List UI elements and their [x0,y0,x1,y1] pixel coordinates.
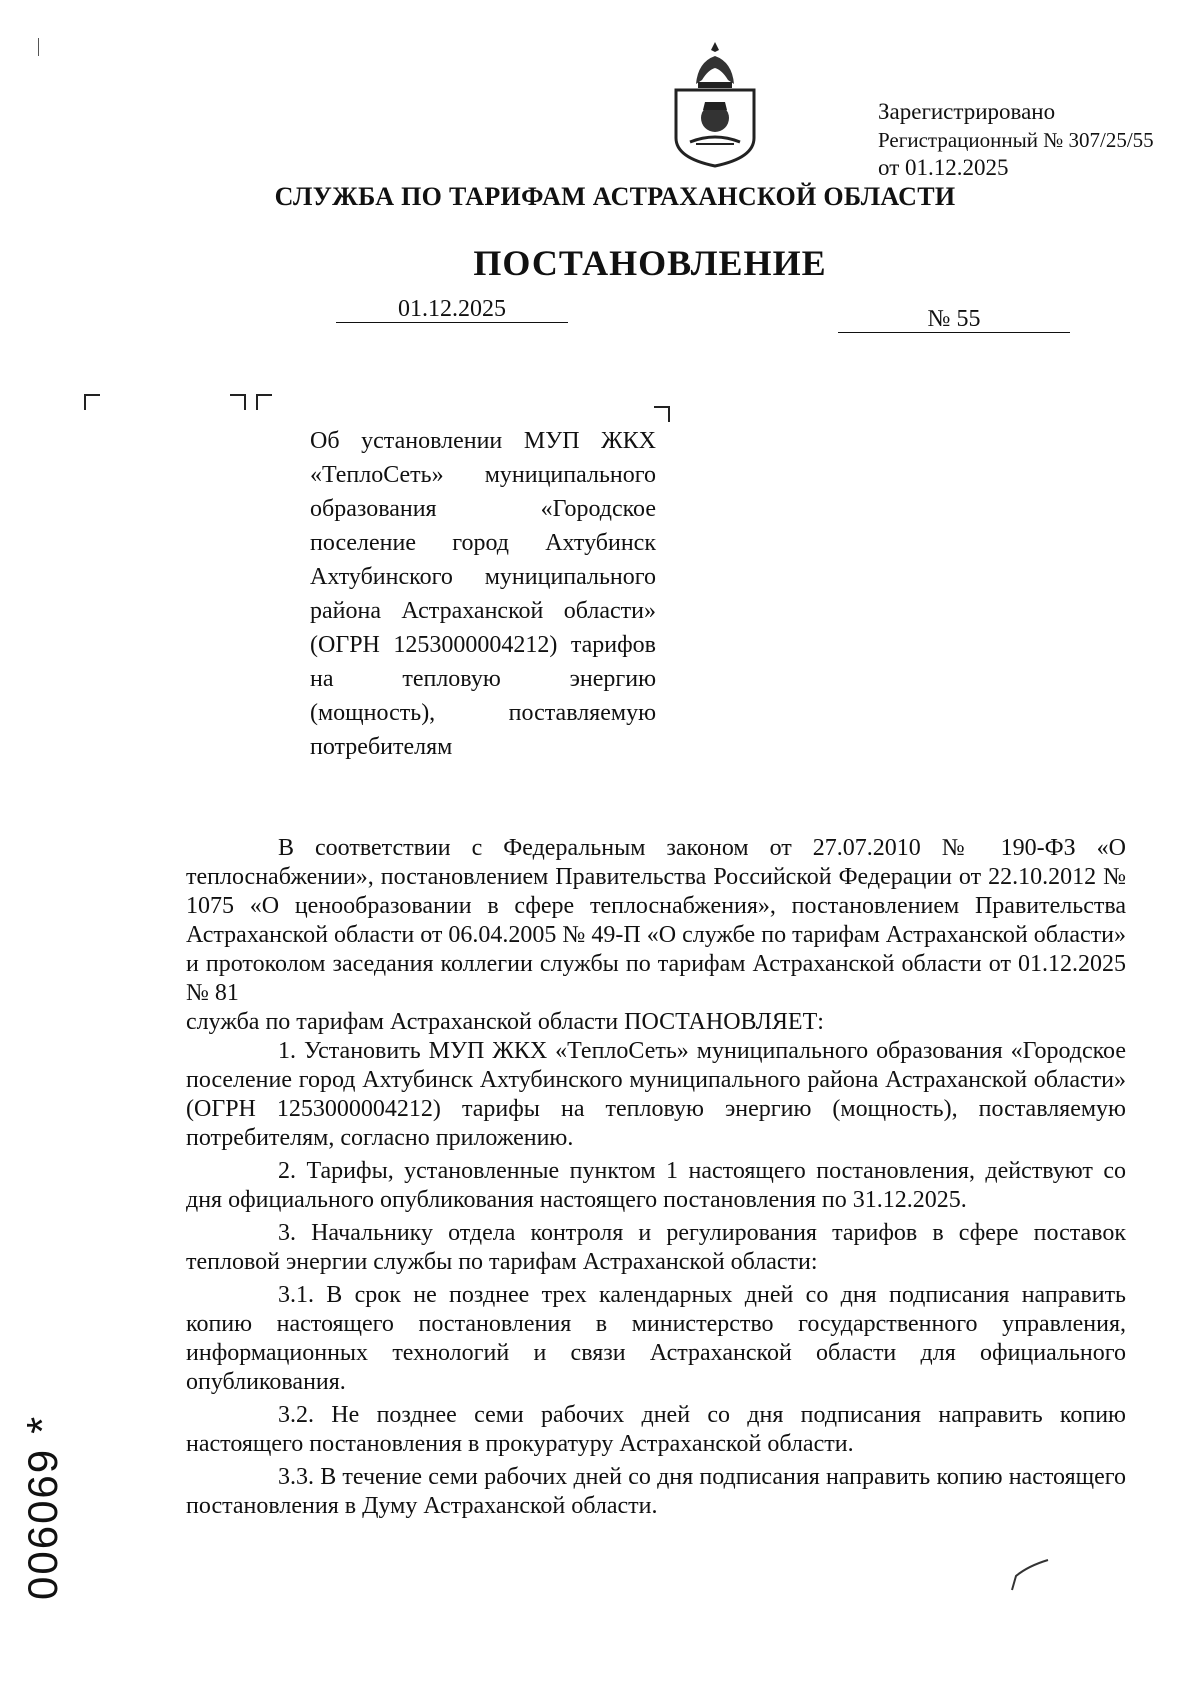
pen-mark-icon [1008,1556,1050,1592]
corner-mark [256,394,272,410]
registration-stamp [878,98,1154,182]
preamble: В соответствии с Федеральным законом от 27.07.2010 № 190-ФЗ «О теплоснабжении», постановлением Правительства Российской Федерации от 22.10.2012 № 1075 «О ценообразовании в сфере теплоснабжения», постановлением Правительства Астраханской области от 06.04.2005 № 49-П «О службе по тарифам Астраханской области» и протоколом заседания коллегии службы по тарифам Астраханской области от 01.12.2025 № 81 [186,835,1126,1006]
document-date: 01.12.2025 [336,296,568,323]
registration-number: Регистрационный № 307/25/55 [878,128,1154,152]
corner-mark [654,406,670,422]
corner-mark [230,394,246,410]
document-number: № 55 [838,306,1070,333]
document-subject: Об установлении МУП ЖКХ «ТеплоСеть» муниципального образования «Городское поселение город Ахтубинск Ахтубинского муниципального района Астраханской области» (ОГРН 1253000004212) тарифов на тепловую энергию (мощность), поставляемую потребителям [310,428,656,760]
document-body [186,834,1126,1521]
agency-name: СЛУЖБА ПО ТАРИФАМ АСТРАХАНСКОЙ ОБЛАСТИ [274,182,956,211]
registration-status: Зарегистрировано [878,99,1056,124]
registration-date: от 01.12.2025 [878,155,1009,180]
margin-asterisk: * [18,1414,67,1434]
scan-artifact-line [38,38,39,56]
paragraph-3: 3. Начальнику отдела контроля и регулирования тарифов в сфере поставок тепловой энергии службы по тарифам Астраханской области: [186,1220,1126,1275]
margin-code-number: 006069 [19,1447,66,1600]
paragraph-3-3: 3.3. В течение семи рабочих дней со дня подписания направить копию настоящего постановления в Думу Астраханской области. [186,1464,1126,1519]
paragraph-3-1: 3.1. В срок не позднее трех календарных дней со дня подписания направить копию настоящего постановления в министерство государственного управления, информационных технологий и связи Астраханской области для официального опубликования. [186,1282,1126,1395]
resolution-clause: служба по тарифам Астраханской области ПОСТАНОВЛЯЕТ: [186,1009,824,1035]
document-title: ПОСТАНОВЛЕНИЕ [473,243,827,283]
paragraph-2: 2. Тарифы, установленные пунктом 1 настоящего постановления, действуют со дня официального опубликования настоящего постановления по 31.12.2025. [186,1158,1126,1213]
coat-of-arms-icon [670,40,760,168]
margin-code [18,1415,68,1600]
corner-mark [84,394,100,410]
paragraph-3-2: 3.2. Не позднее семи рабочих дней со дня подписания направить копию настоящего постановления в прокуратуру Астраханской области. [186,1402,1126,1457]
paragraph-1: 1. Установить МУП ЖКХ «ТеплоСеть» муниципального образования «Городское поселение город Ахтубинск Ахтубинского муниципального района Астраханской области» (ОГРН 1253000004212) тарифы на тепловую энергию (мощность), поставляемую потребителям, согласно приложению. [186,1038,1126,1151]
